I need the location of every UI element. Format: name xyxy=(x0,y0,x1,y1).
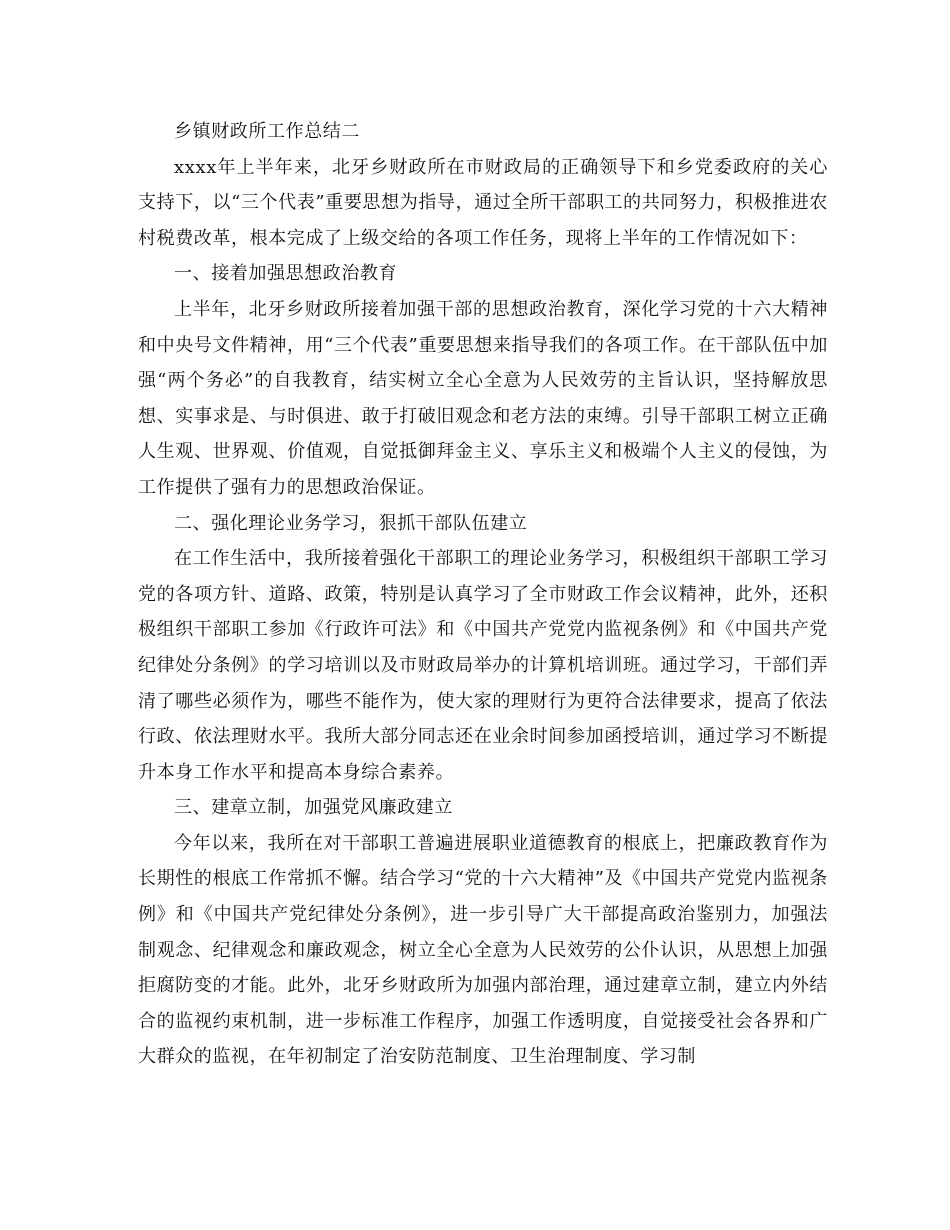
section-heading-1: 一、接着加强思想政治教育 xyxy=(174,263,398,285)
paragraph-intro: xxxx年上半年来，北牙乡财政所在市财政局的正确领导下和乡党委政府的关心支持下，以“三个代表”重要思想为指导，通过全所干部职工的共同努力，积极推进农村税费改革，根本完成了上级交给的各项工作任务，现将上半年的工作情况如下： xyxy=(138,156,828,249)
section-heading-3: 三、建章立制，加强党风廉政建立 xyxy=(174,797,453,819)
paragraph-section-3: 今年以来，我所在对干部职工普遍进展职业道德教育的根底上，把廉政教育作为长期性的根底工作常抓不懈。结合学习“党的十六大精神”及《中国共产党党内监视条例》和《中国共产党纪律处分条例》，进一步引导广大干部提高政治鉴别力，加强法制观念、纪律观念和廉政观念，树立全心全意为人民效劳的公仆认识，从思想上加强拒腐防变的才能。此外，北牙乡财政所为加强内部治理，通过建章立制，建立内外结合的监视约束机制，进一步标准工作程序，加强工作透明度，自觉接受社会各界和广大群众的监视，在年初制定了治安防范制度、卫生治理制度、学习制 xyxy=(138,832,828,1068)
paragraph-section-1: 上半年，北牙乡财政所接着加强干部的思想政治教育，深化学习党的十六大精神和中央号文件精神，用“三个代表”重要思想来指导我们的各项工作。在干部队伍中加强“两个务必”的自我教育，结实树立全心全意为人民效劳的主旨认识，坚持解放思想、实事求是、与时俱进、敢于打破旧观念和老方法的束缚。引导干部职工树立正确人生观、世界观、价值观，自觉抵御拜金主义、享乐主义和极端个人主义的侵蚀，为工作提供了强有力的思想政治保证。 xyxy=(138,298,828,498)
section-heading-2: 二、强化理论业务学习，狠抓干部队伍建立 xyxy=(174,512,528,534)
paragraph-section-2: 在工作生活中，我所接着强化干部职工的理论业务学习，积极组织干部职工学习党的各项方针、道路、政策，特别是认真学习了全市财政工作会议精神，此外，还积极组织干部职工参加《行政许可法》和《中国共产党党内监视条例》和《中国共产党纪律处分条例》的学习培训以及市财政局举办的计算机培训班。通过学习，干部们弄清了哪些必须作为，哪些不能作为，使大家的理财行为更符合法律要求，提高了依法行政、依法理财水平。我所大部分同志还在业余时间参加函授培训，通过学习不断提升本身工作水平和提高本身综合素养。 xyxy=(138,548,828,783)
document-body xyxy=(138,114,828,1075)
document-title: 乡镇财政所工作总结二 xyxy=(174,121,360,142)
